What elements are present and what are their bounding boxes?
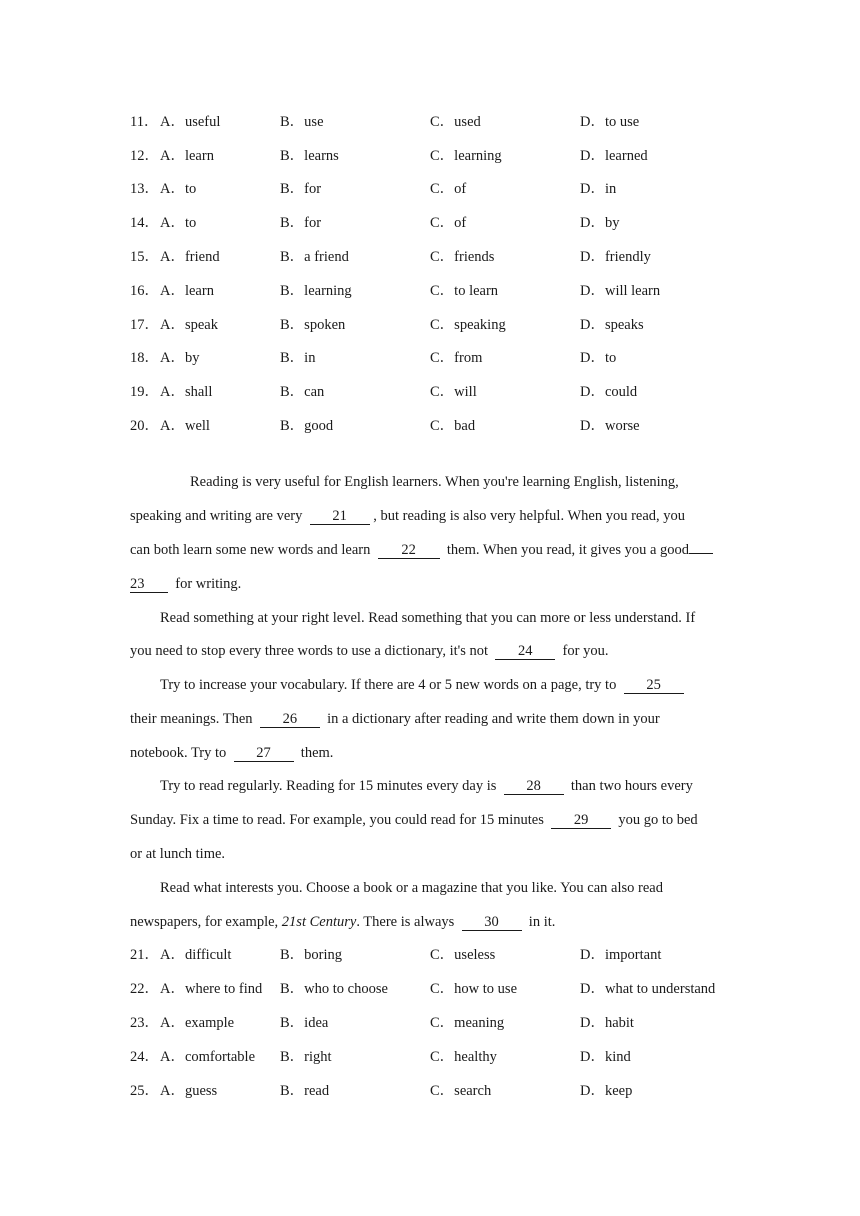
question-row — [130, 1013, 750, 1033]
passage-line — [160, 776, 770, 796]
passage-line — [130, 641, 740, 661]
passage-text: them. When you read, it gives you a good — [446, 542, 690, 558]
question-number: 15． — [130, 249, 159, 265]
question-row — [130, 213, 750, 233]
passage-text: Sunday. Fix a time to read. For example, you could read for 15 minutes — [130, 812, 544, 828]
passage-text: you need to stop every three words to use a dictionary, it's not — [130, 643, 489, 659]
option-d: D．kind — [580, 1049, 631, 1065]
question-row — [130, 1047, 750, 1067]
blank-23-leader — [689, 553, 713, 554]
passage-text: than two hours every — [570, 778, 693, 794]
option-a: A．difficult — [160, 947, 232, 963]
question-row — [130, 247, 750, 267]
option-d: D．habit — [580, 1015, 634, 1031]
passage-text: you go to bed — [618, 812, 698, 828]
option-d: D．could — [580, 384, 638, 400]
passage-text: . There is always — [356, 914, 455, 930]
passage-text: in it. — [528, 914, 556, 930]
passage-line — [130, 574, 740, 594]
passage-line — [130, 506, 740, 526]
option-d: D．speaks — [580, 317, 644, 333]
question-row — [130, 179, 750, 199]
option-c: C．meaning — [430, 1015, 505, 1031]
option-b: B．right — [280, 1049, 332, 1065]
question-number: 11． — [130, 114, 159, 130]
blank-26: 26 — [260, 711, 320, 728]
option-b: B．idea — [280, 1015, 329, 1031]
option-d: D．worse — [580, 418, 640, 434]
option-c: C．to learn — [430, 283, 499, 299]
option-b: B．learning — [280, 283, 352, 299]
question-number: 19． — [130, 384, 159, 400]
passage-text: their meanings. Then — [130, 711, 253, 727]
option-a: A．useful — [160, 114, 221, 130]
question-number: 21． — [130, 947, 159, 963]
option-a: A．learn — [160, 148, 214, 164]
option-c: C．friends — [430, 249, 495, 265]
passage-line: Read something at your right level. Read something that you can more or less understand. If — [160, 610, 696, 626]
question-number: 22． — [130, 981, 159, 997]
option-c: C．of — [430, 215, 467, 231]
option-a: A．to — [160, 181, 197, 197]
option-b: B．can — [280, 384, 325, 400]
blank-28: 28 — [504, 778, 564, 795]
question-number: 24． — [130, 1049, 159, 1065]
passage-text: them. — [300, 745, 334, 761]
question-row — [130, 382, 750, 402]
question-number: 14． — [130, 215, 159, 231]
option-a: A．example — [160, 1015, 235, 1031]
option-d: D．in — [580, 181, 617, 197]
option-c: C．bad — [430, 418, 476, 434]
option-c: C．learning — [430, 148, 502, 164]
passage-text: in a dictionary after reading and write them down in your — [327, 711, 660, 727]
question-row — [130, 945, 750, 965]
passage-text: can both learn some new words and learn — [130, 542, 371, 558]
question-row — [130, 979, 750, 999]
passage-line — [130, 743, 740, 763]
question-number: 20． — [130, 418, 159, 434]
blank-23: 23 — [130, 576, 168, 593]
option-a: A．comfortable — [160, 1049, 256, 1065]
option-c: C．will — [430, 384, 477, 400]
option-c: C．of — [430, 181, 467, 197]
blank-27: 27 — [234, 745, 294, 762]
question-number: 12． — [130, 148, 159, 164]
passage-text: for writing. — [175, 576, 242, 592]
blank-30: 30 — [462, 914, 522, 931]
blank-25: 25 — [624, 677, 684, 694]
option-b: B．good — [280, 418, 334, 434]
blank-29: 29 — [551, 812, 611, 829]
passage-line: Read what interests you. Choose a book or a magazine that you like. You can also read — [160, 880, 663, 896]
passage-line — [130, 912, 740, 932]
option-d: D．what to understand — [580, 981, 716, 997]
option-a: A．friend — [160, 249, 220, 265]
option-a: A．to — [160, 215, 197, 231]
option-d: D．learned — [580, 148, 648, 164]
question-number: 25． — [130, 1083, 159, 1099]
option-b: B．for — [280, 181, 322, 197]
option-a: A．learn — [160, 283, 214, 299]
option-c: C．how to use — [430, 981, 517, 997]
question-row — [130, 348, 750, 368]
option-d: D．keep — [580, 1083, 633, 1099]
option-a: A．guess — [160, 1083, 218, 1099]
option-b: B．read — [280, 1083, 330, 1099]
option-c: C．from — [430, 350, 483, 366]
question-number: 17． — [130, 317, 159, 333]
passage-text: speaking and writing are very — [130, 508, 303, 524]
question-row — [130, 146, 750, 166]
option-c: C．used — [430, 114, 481, 130]
option-d: D．important — [580, 947, 662, 963]
blank-22: 22 — [378, 542, 440, 559]
option-c: C．healthy — [430, 1049, 497, 1065]
option-c: C．speaking — [430, 317, 506, 333]
newspaper-title: 21st Century — [281, 914, 357, 930]
option-b: B．boring — [280, 947, 343, 963]
question-row — [130, 281, 750, 301]
passage-line — [130, 709, 740, 729]
passage-text: notebook. Try to — [130, 745, 227, 761]
option-c: C．search — [430, 1083, 492, 1099]
passage-text: , but reading is also very helpful. When you read, you — [373, 508, 686, 524]
option-b: B．spoken — [280, 317, 346, 333]
passage-text: for you. — [562, 643, 609, 659]
option-b: B．learns — [280, 148, 339, 164]
option-b: B．who to choose — [280, 981, 388, 997]
passage-line — [160, 675, 770, 695]
question-row — [130, 416, 750, 436]
option-d: D．by — [580, 215, 620, 231]
option-b: B．use — [280, 114, 324, 130]
option-d: D．will learn — [580, 283, 661, 299]
question-row — [130, 1081, 750, 1101]
option-a: A．speak — [160, 317, 218, 333]
passage-text: Try to read regularly. Reading for 15 minutes every day is — [160, 778, 497, 794]
option-a: A．well — [160, 418, 210, 434]
option-a: A．shall — [160, 384, 213, 400]
option-d: D．friendly — [580, 249, 651, 265]
passage-text: newspapers, for example, — [130, 914, 279, 930]
option-c: C．useless — [430, 947, 496, 963]
passage-line: Reading is very useful for English learners. When you're learning English, listening, — [190, 474, 679, 490]
passage-line — [130, 810, 740, 830]
option-d: D．to use — [580, 114, 640, 130]
option-b: B．a friend — [280, 249, 349, 265]
option-a: A．where to find — [160, 981, 263, 997]
question-number: 18． — [130, 350, 159, 366]
question-number: 13． — [130, 181, 159, 197]
passage-line: or at lunch time. — [130, 846, 226, 862]
option-d: D．to — [580, 350, 617, 366]
question-row — [130, 112, 750, 132]
passage-text: Try to increase your vocabulary. If there are 4 or 5 new words on a page, try to — [160, 677, 617, 693]
option-b: B．for — [280, 215, 322, 231]
option-a: A．by — [160, 350, 200, 366]
blank-21: 21 — [310, 508, 370, 525]
option-b: B．in — [280, 350, 316, 366]
question-row — [130, 315, 750, 335]
passage-line — [130, 540, 750, 560]
question-number: 16． — [130, 283, 159, 299]
question-number: 23． — [130, 1015, 159, 1031]
blank-24: 24 — [495, 643, 555, 660]
